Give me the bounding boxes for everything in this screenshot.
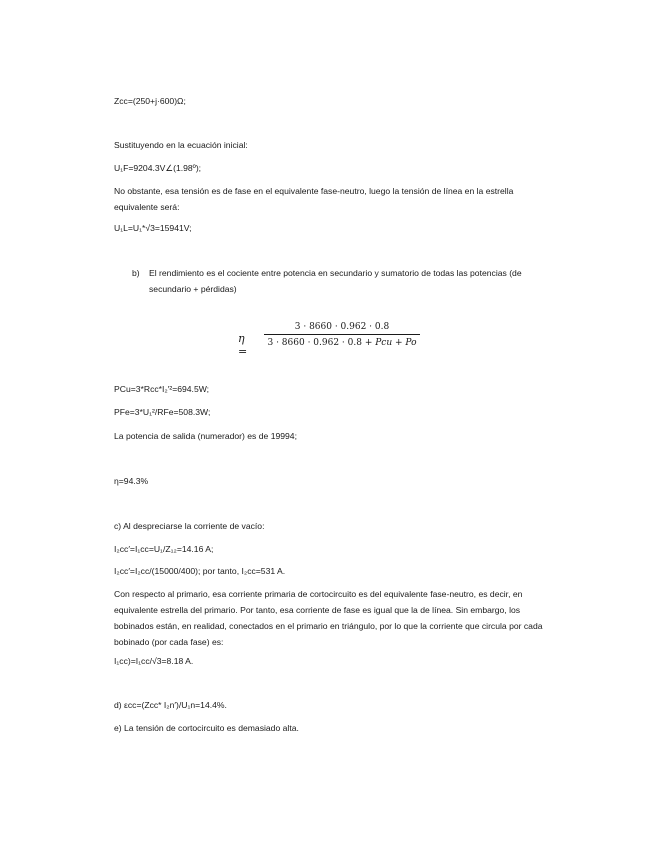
- item-b-marker: b): [132, 268, 140, 278]
- formula-fraction: [264, 322, 420, 349]
- zcc-line: Zcc=(250+j·600)Ω;: [114, 96, 186, 106]
- salida-line: La potencia de salida (numerador) es de 19994;: [114, 431, 297, 441]
- item-c-title: c) Al despreciarse la corriente de vacío:: [114, 521, 265, 531]
- u1l-line: U₁L=U₁*√3=15941V;: [114, 223, 192, 233]
- pfe-line: PFe=3*U₁²/RFe=508.3W;: [114, 407, 211, 417]
- formula-numerator: 3 · 8660 · 0.962 · 0.8: [294, 322, 390, 332]
- pcu-line: PCu=3*Rcc*I₂′²=694.5W;: [114, 384, 210, 394]
- formula-denominator: 3 · 8660 · 0.962 · 0.8 + Pcu + Po: [267, 338, 417, 349]
- respecto-paragraph: Con respecto al primario, esa corriente primaria de cortocircuito es del equivalente fase-neutro, es decir, en equivalente estrella del primario. Por tanto, esa corriente de fase es igual que la de línea. Sin embargo, los bobinados están, en realidad, conectados en el primario en triángulo, por lo que la corriente que circula por cada bobinado (por cada fase) es:: [114, 589, 543, 647]
- item-e-line: e) La tensión de cortocircuito es demasiado alta.: [114, 723, 299, 733]
- eta-result-line: η=94.3%: [114, 476, 149, 486]
- sustituyendo-line: Sustituyendo en la ecuación inicial:: [114, 140, 248, 150]
- formula-lhs: η =: [238, 332, 248, 358]
- item-d-line: d) εcc=(Zcc* I₂n′)/U₁n=14.4%.: [114, 700, 227, 710]
- i2cc-line-2: I₂cc′=I₂cc/(15000/400); por tanto, I₂cc=531 A.: [114, 566, 286, 576]
- u1f-line: U₁F=9204.3V∠(1.98º);: [114, 163, 202, 173]
- item-b-text: El rendimiento es el cociente entre potencia en secundario y sumatorio de todas las potencias (de secundario + pérdidas): [149, 268, 522, 294]
- i2cc-line-1: I₂cc′=I₁cc=U₁/Z₁₂=14.16 A;: [114, 544, 214, 554]
- i1cc-line: I₁cc)=I₁cc/√3=8.18 A.: [114, 656, 194, 666]
- no-obstante-paragraph: No obstante, esa tensión es de fase en el equivalente fase-neutro, luego la tensión de línea en la estrella equivalente será:: [114, 186, 514, 212]
